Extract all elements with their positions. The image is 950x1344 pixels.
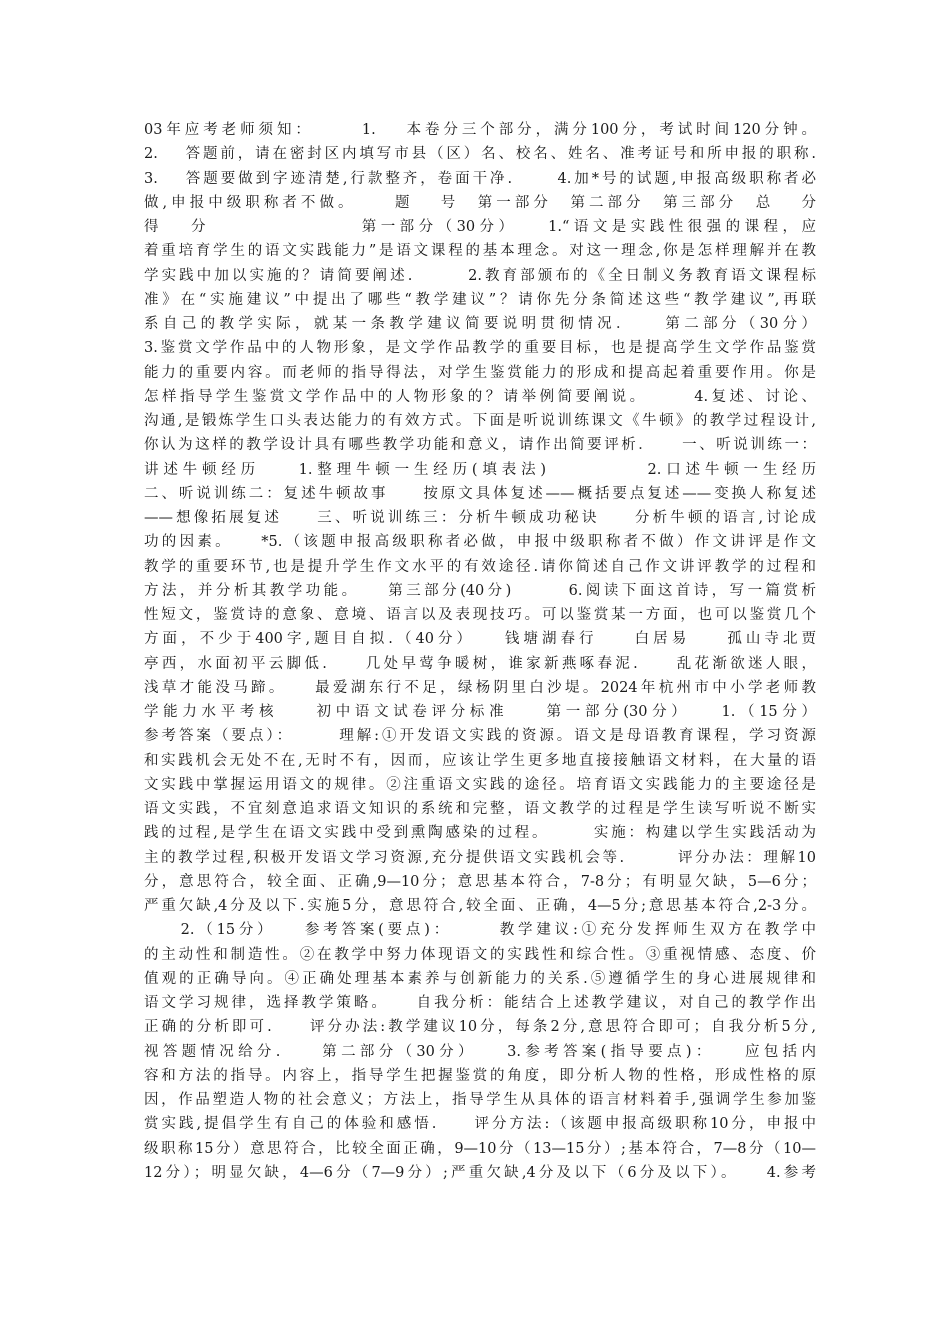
text-line: 正确的分析即可. 评分办法:教学建议10分，每条2分,意思符合即可；自我分析5分, <box>144 1019 816 1036</box>
text-line: 学能力水平考核 初中语文试卷评分标准 第一部分(30分） 1.（15分） <box>144 704 816 720</box>
text-line: 怎样指导学生鉴赏文学作品中的人物形象的？请举例简要阐说。 4.复述、讨论、 <box>144 388 816 405</box>
text-line <box>144 1185 816 1209</box>
text-line: 你认为这样的教学设计具有哪些教学功能和意义，请作出简要评析． 一、听说训练一： <box>144 437 816 454</box>
text-line: 12分）；明显欠缺，4—6分（7—9分）;严重欠缺,4分及以下（6分及以下）。 4.参考 <box>144 1164 816 1181</box>
text-line: 做,申报中级职称者不做。 题 号 第一部分 第二部分 第三部分 总 分 <box>144 194 816 211</box>
text-line: 得 分 第一部分（30分） 1.“语文是实践性很强的课程，应 <box>144 219 816 235</box>
text-line: 方面，不少于400字,题目自拟.（40分） 钱塘湖春行 白居易 孤山寺北贾 <box>144 631 816 648</box>
text-line: 浅草才能没马蹄。 最爱湖东行不足，绿杨阴里白沙堤。2024年杭州市中小学老师教 <box>144 679 816 696</box>
text-line: 的主动性和制造性。②在教学中努力体现语文的实践性和综合性。③重视情感、态度、价 <box>144 946 816 963</box>
text-line: 分，意思符合，较全面、正确,9—10分；意思基本符合，7-8分；有明显欠缺，5—6分； <box>144 873 816 890</box>
text-line: 容和方法的指导。内容上，指导学生把握鉴赏的角度，即分析人物的性格，形成性格的原 <box>144 1067 816 1084</box>
text-line: 语文学习规律，选择教学策略。 自我分析：能结合上述教学建议，对自己的教学作出 <box>144 995 816 1011</box>
text-line: 沟通,是锻炼学生口头表达能力的有效方式。下面是听说训练课文《牛顿》的教学过程设计, <box>144 413 816 429</box>
text-line: 二、听说训练二：复述牛顿故事 按原文具体复述——概括要点复述——变换人称复述 <box>144 485 816 502</box>
text-line: 2.（15分） 参考答案(要点)： 教学建议:①充分发挥师生双方在教学中 <box>144 922 816 939</box>
text-line: 3. 答题要做到字迹清楚,行款整齐，卷面干净. 4.加*号的试题,申报高级职称者必 <box>144 170 816 187</box>
text-line: 视答题情况给分. 第二部分（30分） 3.参考答案(指导要点)： 应包括内 <box>144 1043 816 1060</box>
text-line: 严重欠缺,4分及以下.实施5分，意思符合,较全面、正确，4—5分;意思基本符合,2-3分。 <box>144 898 816 914</box>
text-line: 能力的重要内容。而老师的指导得法，对学生鉴赏能力的形成和提高起着重要作用。你是 <box>144 364 816 381</box>
text-line: ——想像拓展复述 三、听说训练三：分析牛顿成功秘诀 分析牛顿的语言,讨论成 <box>144 510 816 526</box>
text-line: 主的教学过程,积极开发语文学习资源,充分提供语文实践机会等. 评分办法：理解10 <box>144 849 816 866</box>
text-line: 值观的正确导向。④正确处理基本素养与创新能力的关系.⑤遵循学生的身心进展规律和 <box>144 970 816 987</box>
text-line: 讲述牛顿经历 1.整理牛顿一生经历(填表法) 2.口述牛顿一生经历 <box>144 461 816 478</box>
text-line: 语文实践，不宜刻意追求语文知识的系统和完整，语文教学的过程是学生读写听说不断实 <box>144 801 816 817</box>
text-line: 2. 答题前，请在密封区内填写市县（区）名、校名、姓名、准考证号和所申报的职称. <box>144 146 816 163</box>
text-line: 亭西，水面初平云脚低. 几处早莺争暖树，谁家新燕啄春泥. 乱花渐欲迷人眼， <box>144 655 816 672</box>
text-line: 文实践中掌握运用语文的规律。②注重语文实践的途径。培育语文实践能力的主要途径是 <box>144 776 816 793</box>
text-line: 功的因素。 *5.（该题申报高级职称者必做，申报中级职称者不做）作文讲评是作文 <box>144 534 816 551</box>
text-line: 践的过程,是学生在语文实践中受到熏陶感染的过程。 实施：构建以学生实践活动为 <box>144 825 816 842</box>
text-line: 赏实践,提倡学生有自己的体验和感悟. 评分方法:（该题申报高级职称10分，申报中 <box>144 1116 816 1133</box>
text-line: 参考答案（要点）： 理解:①开发语文实践的资源。语文是母语教育课程，学习资源 <box>144 728 816 745</box>
text-line: 方法，并分析其教学功能。 第三部分(40分) 6.阅读下面这首诗，写一篇赏析 <box>144 582 816 599</box>
text-line: 性短文，鉴赏诗的意象、意境、语言以及表现技巧。可以鉴赏某一方面，也可以鉴赏几个 <box>144 607 816 623</box>
text-line: 因，作品塑造人物的社会意义；方法上，指导学生从具体的语言材料着手,强调学生参加鉴 <box>144 1092 816 1108</box>
document-body <box>144 118 816 1209</box>
text-line: 和实践机会无处不在,无时不有，因而，应该让学生更多地直接接触语文材料，在大量的语 <box>144 752 816 769</box>
text-line: 教学的重要环节,也是提升学生作文水平的有效途径.请你简述自己作文讲评教学的过程和 <box>144 558 816 575</box>
text-line: 准》在“实施建议”中提出了哪些“教学建议”？请你先分条简述这些“教学建议”,再联 <box>144 291 816 308</box>
text-line: 着重培育学生的语文实践能力”是语文课程的基本理念。对这一理念,你是怎样理解并在教 <box>144 243 816 260</box>
text-line: 3.鉴赏文学作品中的人物形象，是文学作品教学的重要目标，也是提高学生文学作品鉴赏 <box>144 340 816 357</box>
text-line: 03年应考老师须知： 1. 本卷分三个部分，满分100分，考试时间120分钟。 <box>144 122 816 138</box>
text-line: 学实践中加以实施的？请简要阐述. 2.教育部颁布的《全日制义务教育语文课程标 <box>144 267 816 284</box>
text-line: 级职称15分）意思符合，比较全面正确，9—10分（13—15分）;基本符合，7—8分（10— <box>144 1140 816 1157</box>
text-line: 系自己的教学实际，就某一条教学建议简要说明贯彻情况． 第二部分（30分） <box>144 316 816 332</box>
